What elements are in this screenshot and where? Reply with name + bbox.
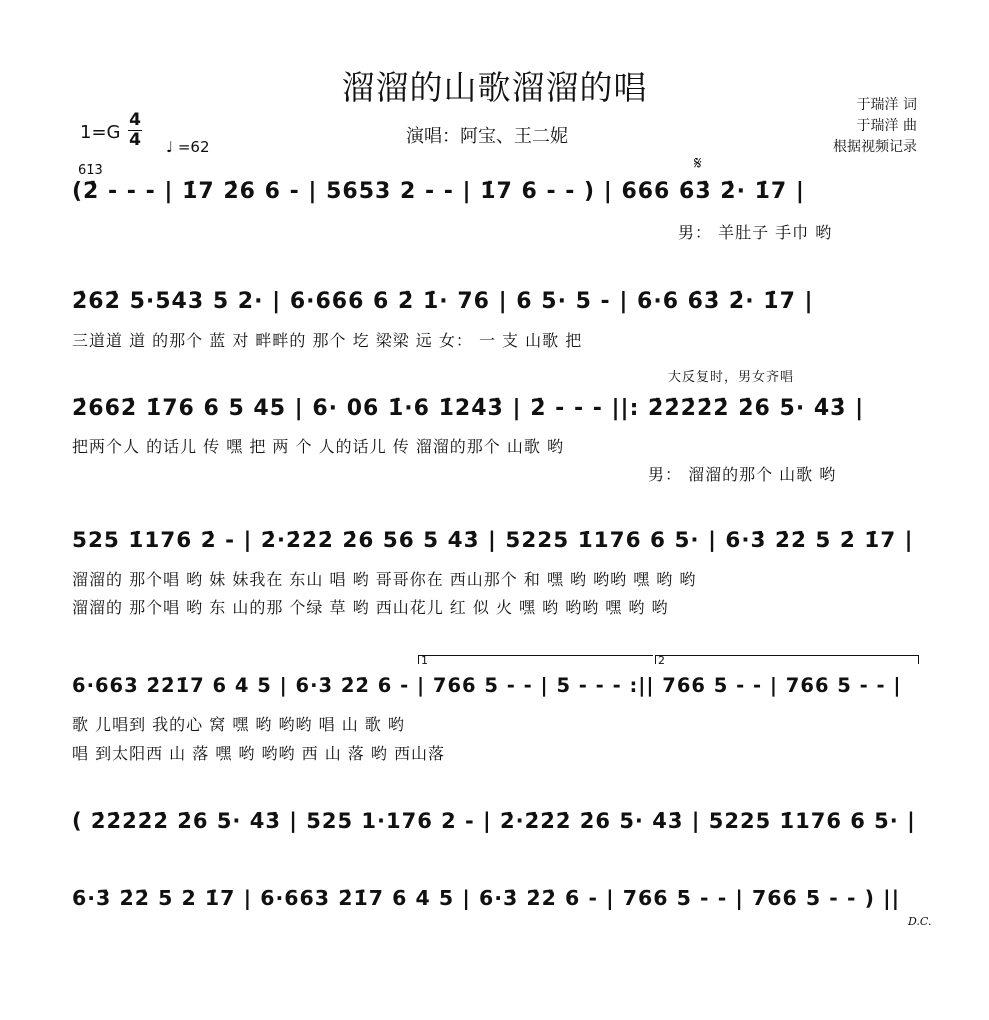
- time-signature: [128, 112, 142, 149]
- volta-2: [655, 654, 919, 667]
- score-row-2: [72, 285, 922, 321]
- score-row-4: [72, 524, 922, 560]
- lyrics-line: 溜溜的 那个唱 哟 妹 妹我在 东山 唱 哟 哥哥你在 西山那个 和 嘿 哟 哟哟 嘿 哟 哟: [72, 570, 697, 589]
- time-signature-top: 4: [129, 110, 141, 130]
- notation-line: ( 2̇2̇2̇2̇2̇ 2̇6 5· 4̇3̇ | 525 1·176 2 - | 2̇·2̇2̇2̇ 2̇6 5· 4̇3̇ | 5225 1̇176 6 5· |: [72, 809, 916, 833]
- da-capo-marking: D.C.: [908, 915, 932, 928]
- notation-line: (2̇ - - - | 1̇7 2̇6 6 - | 5653 2 - - | 1̇7 6 - - ) | 666 6̇3̇ 2̇· 1̇7 |: [72, 179, 805, 204]
- lyrics-line: 溜溜的 那个唱 哟 东 山的那 个绿 草 哟 西山花儿 红 似 火 嘿 哟 哟哟 嘿 哟 哟: [72, 598, 669, 617]
- page-title: 溜溜的山歌溜溜的唱: [341, 68, 648, 107]
- tempo-value: =62: [177, 138, 210, 156]
- volta-2-label: 2: [658, 654, 665, 667]
- score-row-6: [72, 805, 922, 841]
- notation-line: 525 1̇176 2̇ - | 2̇·2̇2̇2̇ 2̇6 56 5 4̇3̇ | 5225 1̇176 6 5· | 6·3̇ 2̇2̇ 5 2̇ 1̇7 |: [72, 528, 914, 553]
- segno-icon: 𝄋: [694, 153, 702, 174]
- lyrics-line: 把两个人 的话儿 传 嘿 把 两 个 人的话儿 传 溜溜的那个 山歌 哟: [72, 437, 564, 456]
- lyricist-credit: 于瑞洋 词: [856, 97, 917, 113]
- lyrics-line: 男： 溜溜的那个 山歌 哟: [648, 465, 837, 484]
- score-row-5: [72, 670, 922, 706]
- volta-1-label: 1: [421, 654, 428, 667]
- lyrics-line: 歌 儿唱到 我的心 窝 嘿 哟 哟哟 唱 山 歌 哟: [72, 715, 405, 734]
- lyrics-line: 唱 到太阳西 山 落 嘿 哟 哟哟 西 山 落 哟 西山落: [72, 744, 445, 763]
- source-credit: 根据视频记录: [833, 139, 917, 155]
- volta-1: [418, 654, 653, 667]
- time-signature-bottom: 4: [129, 130, 141, 150]
- composer-credit: 于瑞洋 曲: [856, 118, 917, 134]
- notation-line: 2̇62̇ 5·543 5 2· | 6·666 6 2̇ 1̇· 76 | 6 5· 5 - | 6·6 6̇3̇ 2̇· 1̇7 |: [72, 289, 814, 314]
- score-row-1: [72, 153, 922, 211]
- grace-notes: 6̇1̇3̇: [78, 163, 103, 178]
- singers: 演唱：阿宝、王二妮: [406, 126, 568, 147]
- quarter-note-icon: ♩: [166, 138, 174, 156]
- score-row-3: [72, 392, 922, 428]
- lyrics-line: 三道道 道 的那个 蓝 对 畔畔的 那个 圪 梁梁 远 女： 一 支 山歌 把: [72, 331, 583, 350]
- notation-line: 2̇662̇ 1̇76 6 5 45 | 6· 06 1̇·6 1̇24̇3̇ | 2̇ - - - ||: 2̇2̇2̇2̇2̇ 2̇6 5· 4̇3̇ |: [72, 396, 865, 421]
- score-row-7: [72, 882, 922, 918]
- performance-note: 大反复时，男女齐唱: [668, 370, 795, 385]
- notation-line: 6·663 2̇2̇1̇7 6 4 5 | 6·3̇ 2̇2̇ 6 - | 766 5 - - | 5 - - - :|| 766 5 - - | 766 5 - - |: [72, 674, 902, 697]
- key-signature: 1=G: [80, 122, 121, 143]
- tempo-marking: [166, 138, 210, 156]
- notation-line: 6·3̇ 2̇2̇ 5 2 1̇7 | 6·663 2̇1̇7 6 4 5 | 6·3̇ 2̇2̇ 6 - | 766 5 - - | 766 5 - - ) ||: [72, 886, 901, 910]
- lyrics-line: 男： 羊肚子 手巾 哟: [678, 223, 833, 242]
